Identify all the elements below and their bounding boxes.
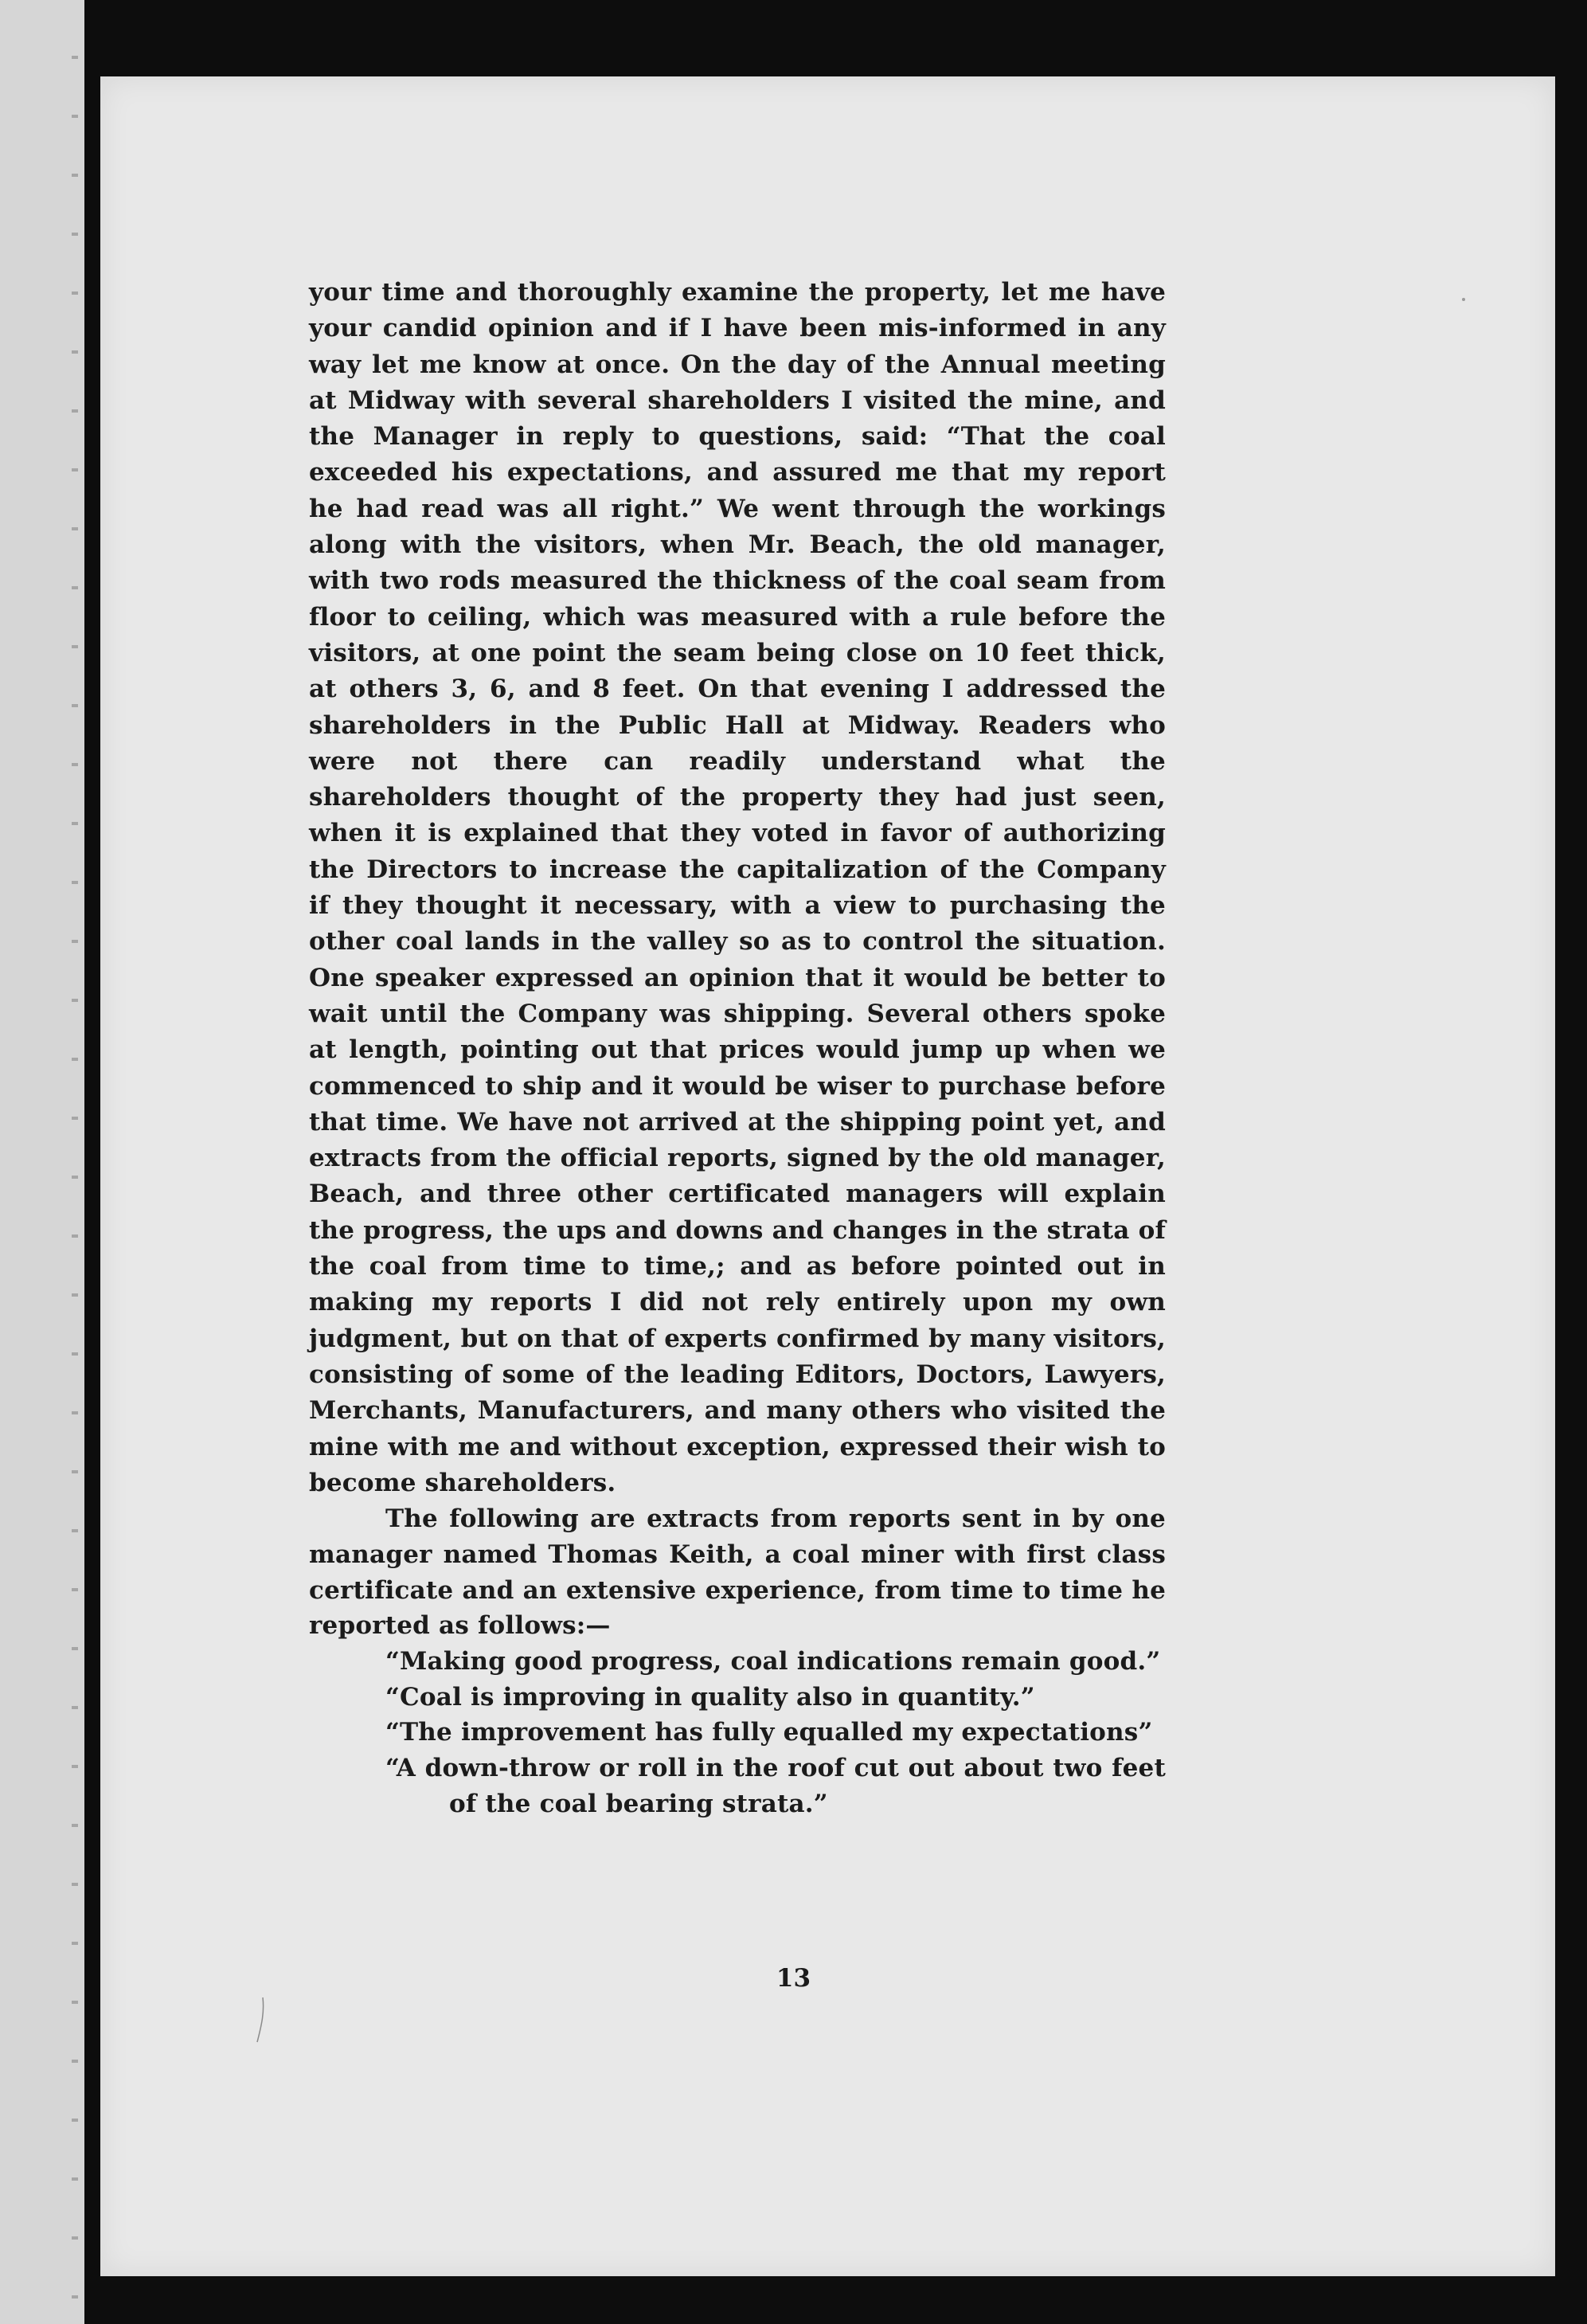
extract-quote: “The improvement has fully equalled my expectations” — [385, 1718, 1153, 1747]
pencil-mark — [255, 1996, 268, 2044]
paragraph-2: The following are extracts from reports sent in by one manager named Thomas Keith, a coal miner with first class certificate and an extensive experience, from time to time he reported as follows:— — [309, 1504, 1166, 1641]
paragraph-1: your time and thoroughly examine the property, let me have your candid opinion and if I have been mis-informed in any way let me know at once. On the day of the Annual meeting at Midway with several shareholders I visited the mine, and the Manager in reply to questions, said: “That the coal exceeded his expectations, and assured me that my report he had read was all right.” We went through the workings along with the visitors, when Mr. Beach, the old manager, with two rods measured the thickness of the coal seam from floor to ceiling, which was measured with a rule before the visitors, at one point the seam being close on 10 feet thick, at others 3, 6, and 8 feet. On that evening I addressed the shareholders in the Public Hall at Midway. Readers who were not there can readily understand what the shareholders thought of the property they had just seen, when it is explained that they voted in favor of authorizing the Directors to increase the capitalization of the Company if they thought it necessary, with a view to purchasing the other coal lands in the valley so as to control the situation. One speaker expressed an opinion that it would be better to wait until the Company was shipping. Several others spoke at length, pointing out that prices would jump up when we commenced to ship and it would be wiser to purchase before that time. We have not arrived at the shipping point yet, and extracts from the official reports, signed by the old manager, Beach, and three other certificated managers will explain the progress, the ups and downs and changes in the strata of the coal from time to time,; and as before pointed out in making my reports I did not rely entirely upon my own judgment, but on that of experts confirmed by many visitors, consisting of some of the leading Editors, Doctors, Lawyers, Merchants, Manufacturers, and many others who visited the mine with me and without exception, expressed their wish to become shareholders. — [309, 278, 1166, 1497]
extract-quote: “Coal is improving in quality also in quantity.” — [385, 1682, 1035, 1712]
page-number: 13 — [776, 1964, 811, 1993]
body-text — [309, 275, 1166, 1821]
extract-quote: “A down-throw or roll in the roof cut out about two feet of the coal bearing strata.” — [385, 1754, 1166, 1818]
report-extracts — [309, 1644, 1166, 1822]
extract-quote: “Making good progress, coal indications remain good.” — [385, 1646, 1161, 1676]
paper-speck — [1462, 298, 1465, 301]
